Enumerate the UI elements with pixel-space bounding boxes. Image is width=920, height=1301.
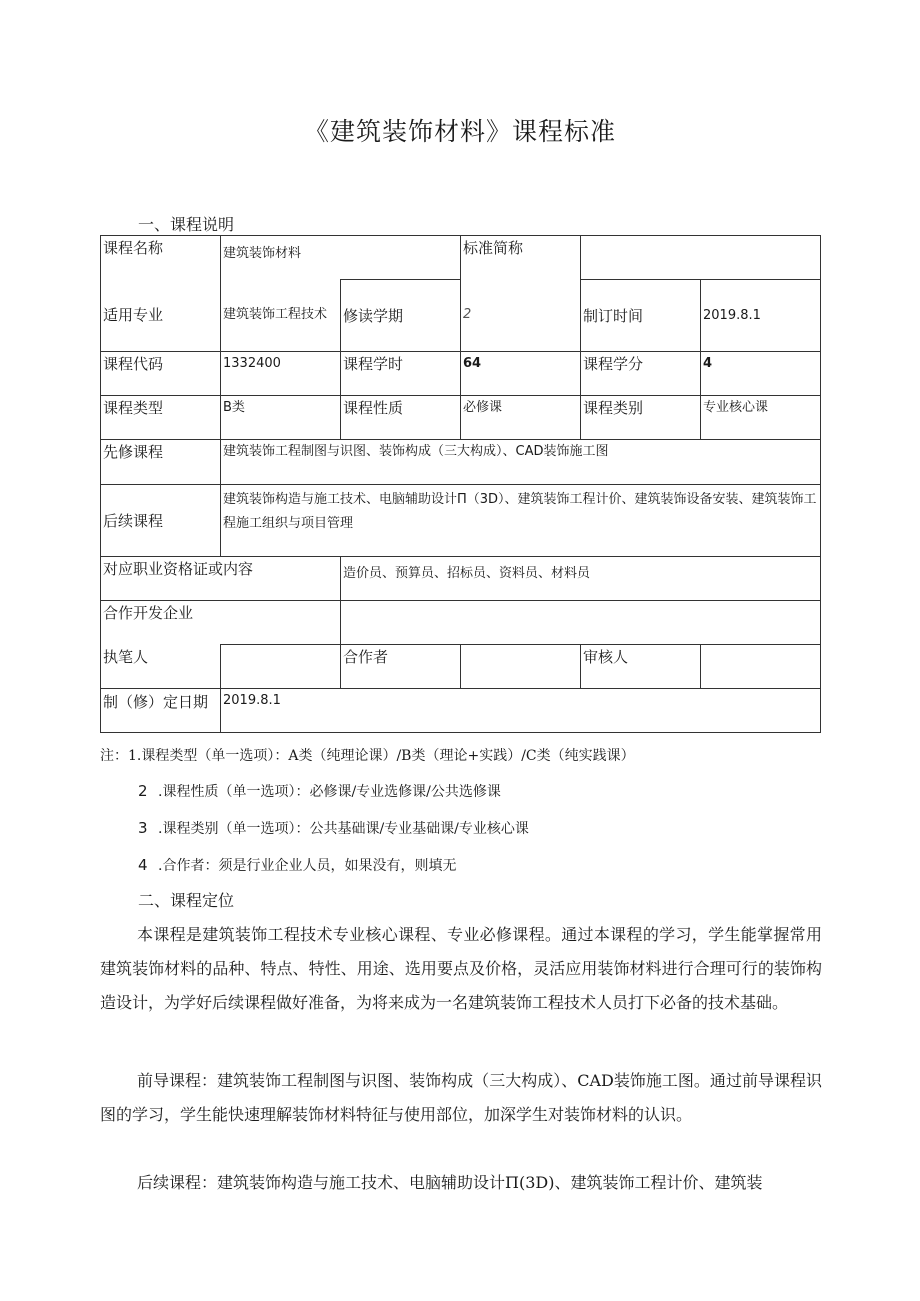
table-row — [101, 557, 821, 601]
section-heading-course-description: 一、课程说明 — [138, 215, 235, 234]
value-study-semester: 2 — [461, 280, 581, 352]
value-course-code: 1332400 — [221, 352, 341, 396]
paragraph-subsequent-courses: 后续课程：建筑装饰构造与施工技术、电脑辅助设计Π(3D)、建筑装饰工程计价、建筑装 — [137, 1173, 763, 1192]
course-info-table — [100, 235, 821, 733]
value-course-category: 专业核心课 — [701, 396, 821, 440]
label-writer: 执笔人 — [101, 645, 221, 689]
value-applicable-major: 建筑装饰工程技术 — [221, 280, 341, 352]
value-subsequent-courses: 建筑装饰构造与施工技术、电脑辅助设计Π（3D）、建筑装饰工程计价、建筑装饰设备安装、建筑装饰工程施工组织与项目管理 — [221, 485, 821, 557]
label-course-category: 课程类别 — [581, 396, 701, 440]
value-revision-date: 2019.8.1 — [221, 689, 821, 733]
table-row — [101, 396, 821, 440]
table-row — [101, 352, 821, 396]
note-course-category — [138, 818, 529, 838]
label-applicable-major: 适用专业 — [101, 280, 221, 352]
note-text: .课程类别（单一选项）：公共基础课/专业基础课/专业核心课 — [158, 821, 529, 837]
note-number: 4 — [138, 856, 148, 874]
note-course-type: 注：1.课程类型（单一选项）：A类（纯理论课）/B类（理论+实践）/C类（纯实践课） — [100, 748, 635, 764]
value-prerequisite-courses: 建筑装饰工程制图与识图、装饰构成（三大构成）、CAD装饰施工图 — [221, 440, 821, 485]
value-writer — [221, 645, 341, 689]
value-vocational-qualification: 造价员、预算员、招标员、资料员、材料员 — [341, 557, 821, 601]
label-prerequisite-courses: 先修课程 — [101, 440, 221, 485]
label-course-nature: 课程性质 — [341, 396, 461, 440]
section-heading-course-positioning: 二、课程定位 — [138, 891, 235, 910]
label-course-hours: 课程学时 — [341, 352, 461, 396]
value-collaborator — [461, 645, 581, 689]
note-text: .课程性质（单一选项）：必修课/专业选修课/公共选修课 — [158, 784, 501, 800]
value-course-type: B类 — [221, 396, 341, 440]
value-standard-short-name — [581, 236, 821, 280]
label-standard-short-name: 标准简称 — [461, 236, 581, 280]
value-course-nature: 必修课 — [461, 396, 581, 440]
note-course-nature — [138, 781, 501, 801]
note-number: 3 — [138, 819, 148, 837]
value-course-credits: 4 — [701, 352, 821, 396]
label-study-semester: 修读学期 — [341, 280, 461, 352]
table-row — [101, 280, 821, 352]
value-reviewer — [701, 645, 821, 689]
label-cooperative-enterprise: 合作开发企业 — [101, 601, 341, 645]
paragraph-prerequisite-courses: 前导课程：建筑装饰工程制图与识图、装饰构成（三大构成）、CAD装饰施工图。通过前导课程识图的学习，学生能快速理解装饰材料特征与使用部位，加深学生对装饰材料的认识。 — [100, 1071, 822, 1124]
value-cooperative-enterprise — [341, 601, 821, 645]
paragraph-course-positioning: 本课程是建筑装饰工程技术专业核心课程、专业必修课程。通过本课程的学习，学生能掌握常用建筑装饰材料的品种、特点、特性、用途、选用要点及价格，灵活应用装饰材料进行合理可行的装饰构造设计，为学好后续课程做好准备，为将来成为一名建筑装饰工程技术人员打下必备的技术基础。 — [100, 925, 822, 1012]
label-collaborator: 合作者 — [341, 645, 461, 689]
label-formulation-date: 制订时间 — [581, 280, 701, 352]
table-row — [101, 440, 821, 485]
note-collaborator — [138, 855, 456, 875]
label-course-type: 课程类型 — [101, 396, 221, 440]
note-number: 2 — [138, 782, 148, 800]
table-row — [101, 236, 821, 280]
note-text: .合作者：须是行业企业人员，如果没有，则填无 — [158, 858, 457, 874]
label-course-code: 课程代码 — [101, 352, 221, 396]
value-course-name: 建筑装饰材料 — [221, 236, 461, 280]
label-revision-date: 制（修）定日期 — [101, 689, 221, 733]
table-row — [101, 689, 821, 733]
label-reviewer: 审核人 — [581, 645, 701, 689]
value-course-hours: 64 — [461, 352, 581, 396]
label-vocational-qualification: 对应职业资格证或内容 — [101, 557, 341, 601]
table-row — [101, 601, 821, 645]
document-title: 《建筑装饰材料》课程标准 — [303, 117, 616, 146]
label-subsequent-courses: 后续课程 — [101, 485, 221, 557]
table-row — [101, 645, 821, 689]
label-course-name: 课程名称 — [101, 236, 221, 280]
table-row — [101, 485, 821, 557]
label-course-credits: 课程学分 — [581, 352, 701, 396]
value-formulation-date: 2019.8.1 — [701, 280, 821, 352]
